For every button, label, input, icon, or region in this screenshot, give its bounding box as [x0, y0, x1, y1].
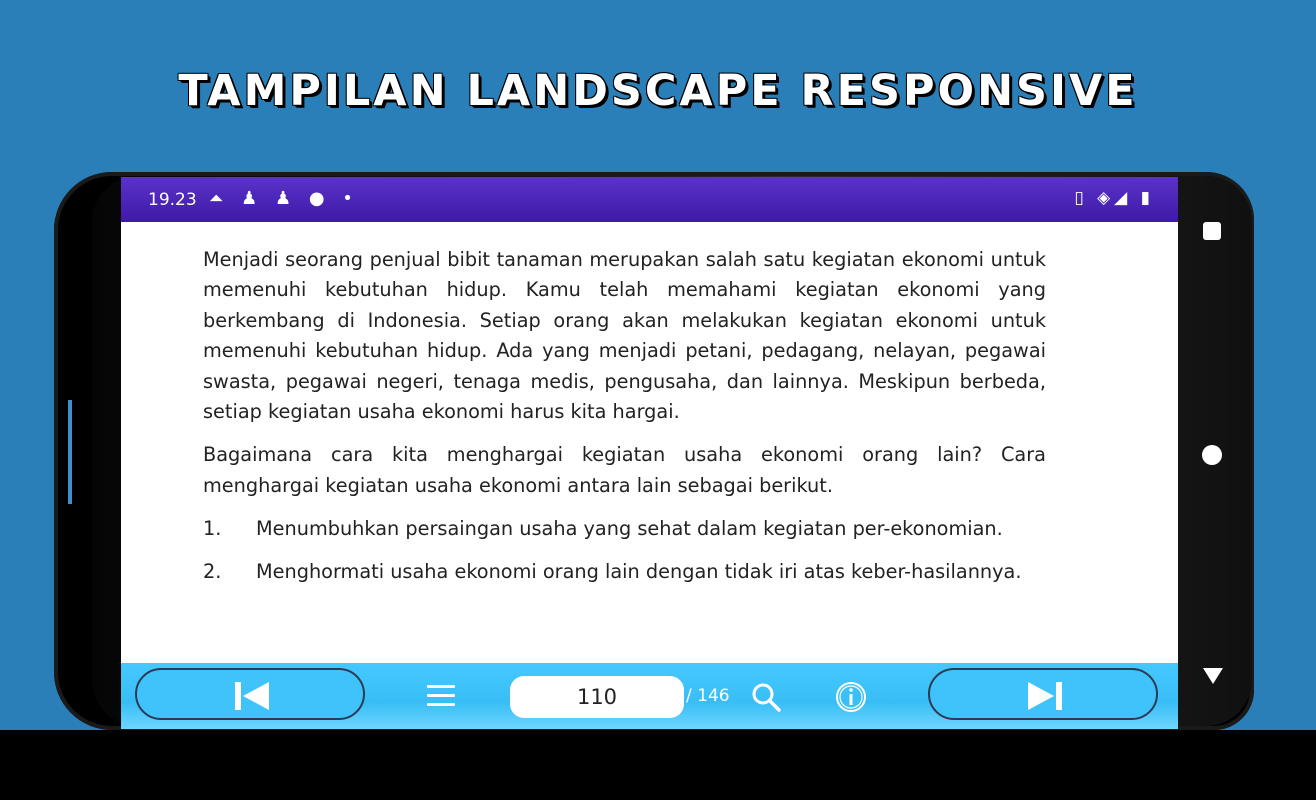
bottom-nav-bar [121, 663, 1178, 729]
status-bar [121, 177, 1178, 222]
page-number-input[interactable] [510, 676, 684, 718]
list [203, 514, 1046, 587]
headline: TAMPILAN LANDSCAPE RESPONSIVE [178, 66, 1138, 116]
paragraph: Menjadi seorang penjual bibit tanaman merupakan salah satu kegiatan ekonomi untuk memenuhi kebutuhan hidup. Kamu telah memahami kegiatan ekonomi yang berkembang di Indonesia. Setiap orang akan melakukan kegiatan ekonomi untuk memenuhi kebutuhan hidup. Ada yang menjadi petani, pedagang, nelayan, pegawai swasta, pegawai negeri, tenaga medis, pengusaha, dan lainnya. Meskipun berbeda, setiap kegiatan usaha ekonomi harus kita hargai. [203, 248, 1046, 424]
phone-side-button [68, 400, 72, 504]
list-number: 2. [203, 559, 222, 583]
list-item [203, 514, 1046, 544]
list-number: 1. [203, 517, 222, 541]
menu-icon[interactable] [427, 680, 455, 710]
list-text: Menumbuhkan persaingan usaha yang sehat dalam kegiatan per-ekonomian. [256, 517, 1003, 541]
previous-page-button[interactable] [135, 668, 365, 720]
skip-next-icon [1026, 681, 1064, 711]
home-button[interactable] [1202, 445, 1222, 465]
list-text: Menghormati usaha ekonomi orang lain dengan tidak iri atas keber-hasilannya. [256, 559, 1022, 583]
back-triangle-icon[interactable] [1202, 666, 1224, 686]
paragraph: Bagaimana cara kita menghargai kegiatan usaha ekonomi orang lain? Cara menghargai kegiatan usaha ekonomi antara lain sebagai berikut. [203, 443, 1046, 497]
bottom-band [0, 730, 1316, 800]
app-screen [121, 177, 1178, 729]
system-status-icons: ▯ ◈◢ ▮ [1074, 188, 1154, 208]
status-time: 19.23 [148, 190, 197, 210]
info-icon[interactable] [835, 681, 867, 713]
system-nav-bar [1178, 177, 1248, 729]
list-item [203, 557, 1046, 587]
recent-apps-button[interactable] [1203, 222, 1221, 240]
search-icon[interactable] [751, 682, 781, 712]
notification-icons: ⏶ ♟ ♟ ● • [209, 188, 359, 209]
skip-previous-icon [233, 681, 271, 711]
next-page-button[interactable] [928, 668, 1158, 720]
document-content [203, 245, 1046, 599]
page-total: / 146 [686, 686, 730, 706]
